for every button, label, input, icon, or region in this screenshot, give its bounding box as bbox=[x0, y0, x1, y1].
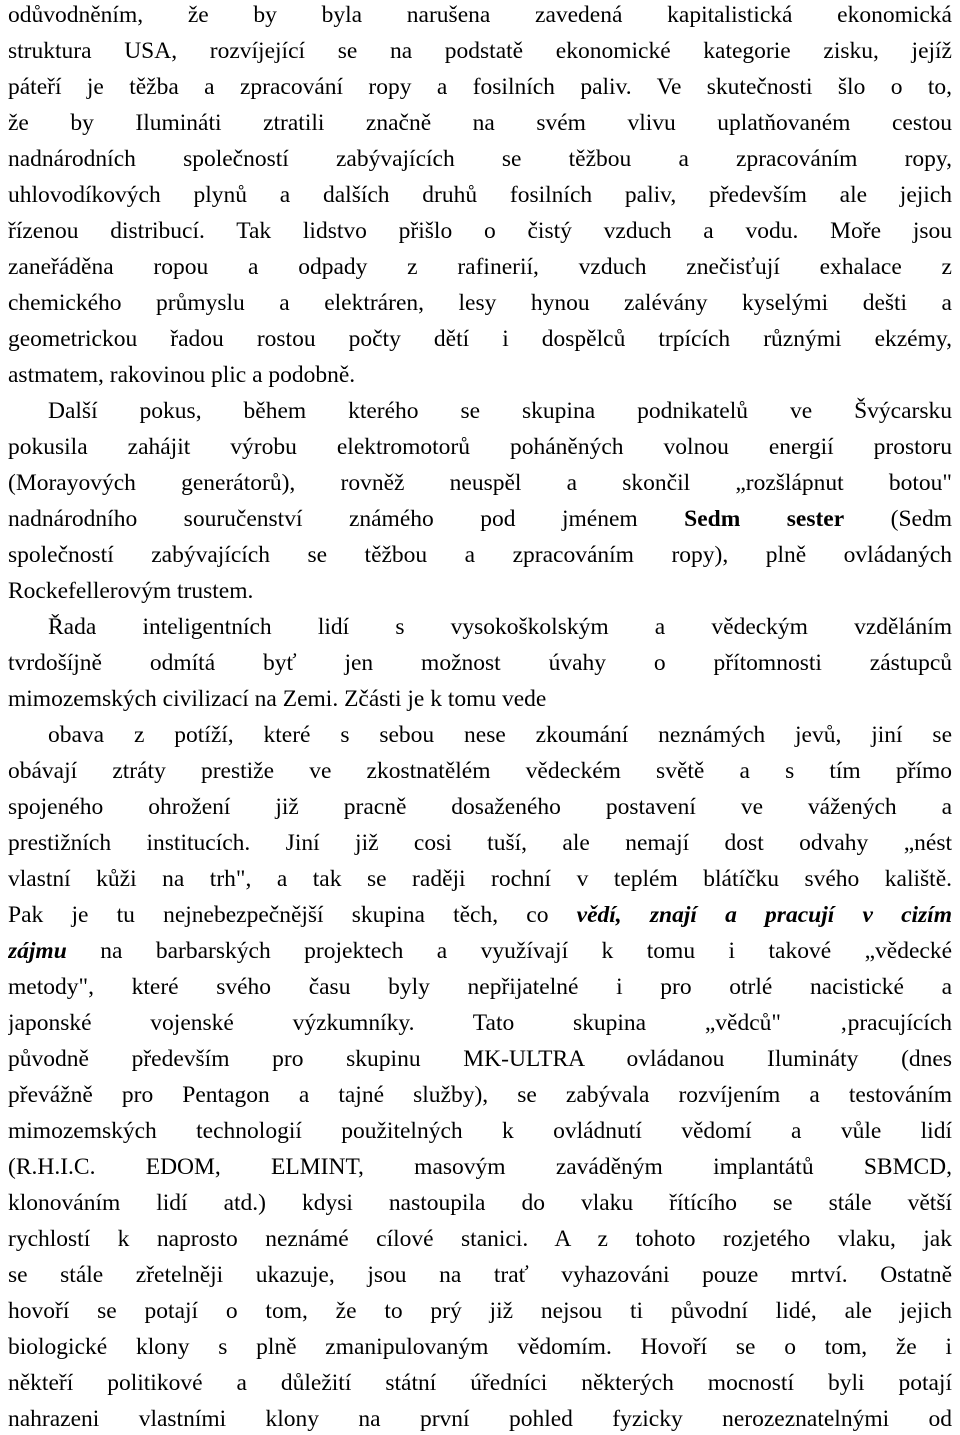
text-line: spojeného ohrožení již pracně dosaženého postavení ve vážených a bbox=[8, 794, 952, 820]
text-line: geometrickou řadou rostou počty dětí i dospělců trpících různými ekzémy, bbox=[8, 326, 952, 352]
text-line: odůvodněním, že by byla narušena zavedená kapitalistická ekonomická bbox=[8, 2, 952, 28]
paragraph-first-line: Další pokus, během kterého se skupina podnikatelů ve Švýcarsku bbox=[48, 398, 952, 424]
text-line: nadnárodních společností zabývajících se těžbou a zpracováním ropy, bbox=[8, 146, 952, 172]
text-line: původně především pro skupinu MK-ULTRA ovládanou Ilumináty (dnes bbox=[8, 1046, 952, 1072]
text-line: společností zabývajících se těžbou a zpracováním ropy), plně ovládaných bbox=[8, 542, 952, 568]
text-line: někteří politikové a důležití státní úředníci některých mocností byli potají bbox=[8, 1370, 952, 1396]
text-line: mimozemských civilizací na Zemi. Zčásti je k tomu vede bbox=[8, 686, 547, 712]
text-line: že by Ilumináti ztratili značně na svém vlivu uplatňovaném cestou bbox=[8, 110, 952, 136]
text-line: hovoří se potají o tom, že to prý již nejsou ti původní lidé, ale jejich bbox=[8, 1298, 952, 1324]
text-line: se stále zřetelněji ukazuje, jsou na trať vyhazováni pouze mrtví. Ostatně bbox=[8, 1262, 952, 1288]
text-line: pokusila zahájit výrobu elektromotorů poháněných volnou energií prostoru bbox=[8, 434, 952, 460]
text-line: (Morayových generátorů), rovněž neuspěl a skončil „rozšlápnut botou" bbox=[8, 470, 952, 496]
text-line bbox=[8, 897, 952, 933]
text-span: na barbarských projektech a využívají k tomu i takové „vědecké bbox=[66, 938, 952, 964]
text-line: prestižních institucích. Jiní již cosi tuší, ale nemají dost odvahy „nést bbox=[8, 830, 952, 856]
text-line: vlastní kůži na trh", a tak se raději rochní v teplém blátíčku svého kaliště. bbox=[8, 866, 952, 892]
text-line: (R.H.I.C. EDOM, ELMINT, masovým zaváděným implantátů SBMCD, bbox=[8, 1154, 952, 1180]
text-line bbox=[8, 933, 952, 969]
text-line: biologické klony s plně zmanipulovaným vědomím. Hovoří se o tom, že i bbox=[8, 1334, 952, 1360]
text-span: (Sedm bbox=[844, 506, 952, 532]
text-line: tvrdošíjně odmítá byť jen možnost úvahy o přítomnosti zástupců bbox=[8, 650, 952, 676]
text-line: obávají ztráty prestiže ve zkostnatělém vědeckém světě a s tím přímo bbox=[8, 758, 952, 784]
text-line: řízenou distribucí. Tak lidstvo přišlo o čistý vzduch a vodu. Moře jsou bbox=[8, 218, 952, 244]
text-line: Rockefellerovým trustem. bbox=[8, 578, 254, 604]
text-line: nahrazeni vlastními klony na první pohled fyzicky nerozeznatelnými od bbox=[8, 1406, 952, 1432]
text-line: mimozemských technologií použitelných k ovládnutí vědomí a vůle lidí bbox=[8, 1118, 952, 1144]
text-line: metody", které svého času byly nepřijatelné i pro otrlé nacistické a bbox=[8, 974, 952, 1000]
emphasis-bold: Sedm sester bbox=[684, 506, 845, 532]
text-line: rychlostí k naprosto neznámé cílové stanici. A z tohoto rozjetého vlaku, jak bbox=[8, 1226, 952, 1252]
text-line: páteří je těžba a zpracování ropy a fosilních paliv. Ve skutečnosti šlo o to, bbox=[8, 74, 952, 100]
paragraph-first-line: Řada inteligentních lidí s vysokoškolským a vědeckým vzděláním bbox=[48, 614, 952, 640]
text-line: uhlovodíkových plynů a dalších druhů fosilních paliv, především ale jejich bbox=[8, 182, 952, 208]
text-line: obava z potíží, které s sebou nese zkoumání neznámých jevů, jiní se bbox=[48, 722, 952, 748]
text-line: chemického průmyslu a elektráren, lesy hynou zalévány kyselými dešti a bbox=[8, 290, 952, 316]
text-line: japonské vojenské výzkumníky. Tato skupina „vědců" ‚pracujících bbox=[8, 1010, 952, 1036]
text-line: astmatem, rakovinou plic a podobně. bbox=[8, 362, 356, 388]
text-line: struktura USA, rozvíjející se na podstatě ekonomické kategorie zisku, jejíž bbox=[8, 38, 952, 64]
text-span: Pak je tu nejnebezpečnější skupina těch, co bbox=[8, 902, 577, 928]
text-line: klonováním lidí atd.) kdysi nastoupila do vlaku řítícího se stále větší bbox=[8, 1190, 952, 1216]
text-line: zaneřáděna ropou a odpady z rafinerií, vzduch znečisťují exhalace z bbox=[8, 254, 952, 280]
emphasis-bold-italic: zájmu bbox=[8, 938, 67, 964]
text-line: převážně pro Pentagon a tajné služby), se zabývala rozvíjením a testováním bbox=[8, 1082, 952, 1108]
text-line bbox=[8, 501, 952, 537]
emphasis-bold-italic: vědí, znají a pracují v cizím bbox=[576, 902, 952, 928]
text-span: nadnárodního souručenství známého pod jménem bbox=[8, 506, 685, 532]
